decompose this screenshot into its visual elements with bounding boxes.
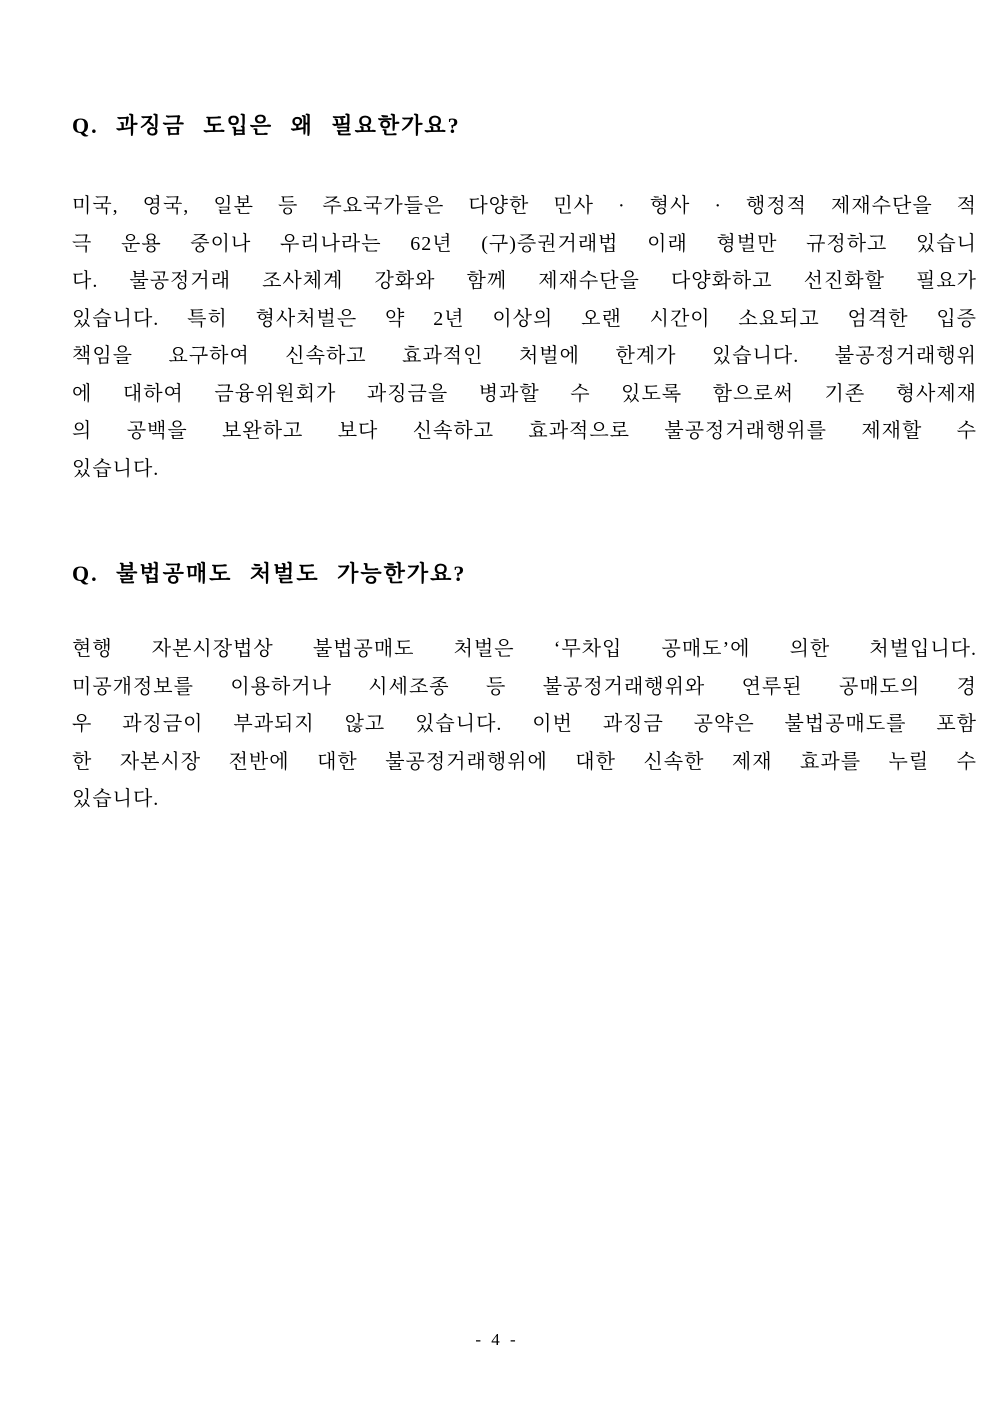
page-number: - 4 - — [475, 1330, 517, 1349]
answer-line: 미국, 영국, 일본 등 주요국가들은 다양한 민사 · 형사 · 행정적 제재수단을 적 — [72, 195, 977, 217]
answer-line: 우 과징금이 부과되지 않고 있습니다. 이번 과징금 공약은 불법공매도를 포함 — [72, 713, 977, 735]
answer-line: 있습니다. — [72, 457, 160, 480]
answer-line: 있습니다. — [72, 788, 160, 810]
answer-line: 책임을 요구하여 신속하고 효과적인 처벌에 한계가 있습니다. 불공정거래행위 — [72, 345, 977, 367]
answer-line: 미공개정보를 이용하거나 시세조종 등 불공정거래행위와 연루된 공매도의 경 — [72, 675, 977, 698]
answer-line: 의 공백을 보완하고 보다 신속하고 효과적으로 불공정거래행위를 제재할 수 — [72, 420, 977, 442]
answer-line: 다. 불공정거래 조사체계 강화와 함께 제재수단을 다양화하고 선진화할 필요가 — [72, 270, 977, 292]
answer-paragraph-penalty-intro — [72, 188, 977, 488]
question-heading-short-selling: Q. 불법공매도 처벌도 가능한가요? — [72, 561, 467, 586]
answer-line: 극 운용 중이나 우리나라는 62년 (구)증권거래법 이래 형벌만 규정하고 있습니 — [72, 232, 977, 255]
page-footer — [0, 1330, 992, 1350]
answer-paragraph-short-selling — [72, 631, 977, 819]
answer-line: 현행 자본시장법상 불법공매도 처벌은 ‘무차입 공매도’에 의한 처벌입니다. — [72, 638, 977, 660]
question-heading-penalty-intro: Q. 과징금 도입은 왜 필요한가요? — [72, 113, 461, 138]
answer-line: 있습니다. 특히 형사처벌은 약 2년 이상의 오랜 시간이 소요되고 엄격한 입증 — [72, 307, 977, 330]
answer-line: 한 자본시장 전반에 대한 불공정거래행위에 대한 신속한 제재 효과를 누릴 수 — [72, 750, 977, 773]
answer-line: 에 대하여 금융위원회가 과징금을 병과할 수 있도록 함으로써 기존 형사제재 — [72, 382, 977, 405]
